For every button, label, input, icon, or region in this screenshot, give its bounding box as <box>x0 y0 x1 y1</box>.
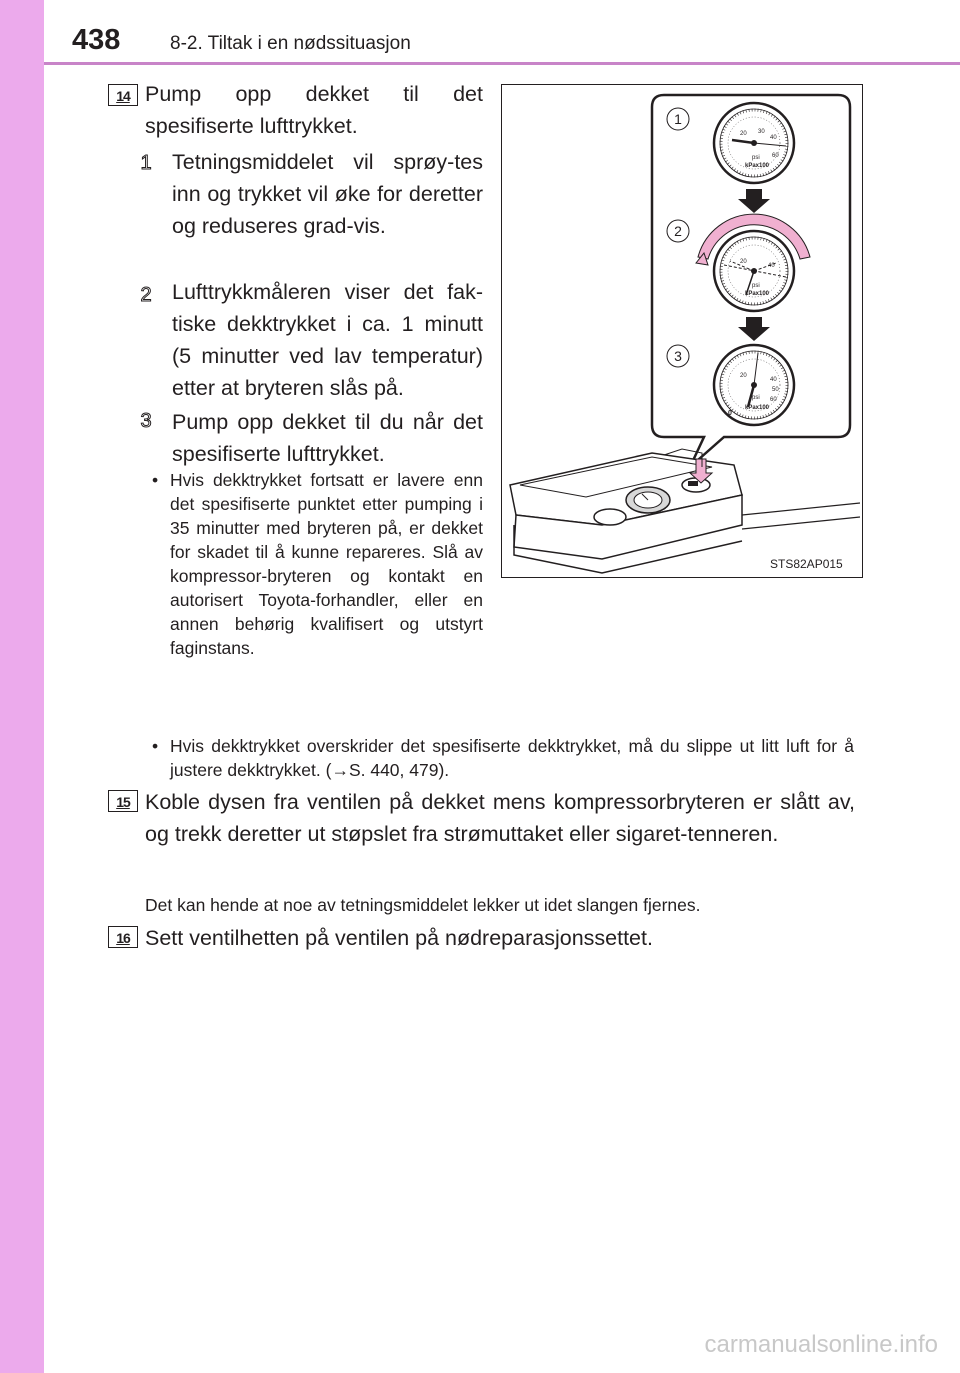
compressor-kit <box>510 449 860 573</box>
illustration-drawing <box>502 85 862 577</box>
bullet-1-text: Hvis dekktrykket fortsatt er lavere enn det spesifiserte punktet etter pumping i 35 minutter med bryteren på, er dekket for skadet til å kunne repareres. Slå av kompressor-bryteren og kontakt en autorisert Toyota-forhandler, eller en annen behørig kvalifisert og utstyrt faginstans. <box>170 470 483 658</box>
sub-step-3-text: Pump opp dekket til du når det spesifiserte lufttrykket. <box>172 410 483 466</box>
psi-tick-label: 40 <box>770 135 777 141</box>
callout-2-label: 2 <box>674 223 682 239</box>
step-15-number: 15 <box>116 794 130 810</box>
page-number: 438 <box>72 24 121 56</box>
sub-step-1-text: Tetningsmiddelet vil sprøy-tes inn og trykket vil øke for deretter og reduseres grad-vis. <box>172 150 483 238</box>
pressure-gauge-1 <box>714 103 794 183</box>
sub-step-1-number: 1 <box>140 152 152 174</box>
psi-tick-label: 60 <box>772 153 779 159</box>
bullet-2-text: Hvis dekktrykket overskrider det spesifiserte dekktrykket, må du slippe ut litt luft for å justere dekktrykket. (→S. 440, 479). <box>170 736 854 780</box>
compressor-gauge-illustration <box>501 84 863 578</box>
sub-step-2-badge <box>135 282 157 306</box>
bullet-dot: • <box>152 470 159 490</box>
psi-unit-label: psi <box>752 395 760 401</box>
pressure-gauge-3 <box>714 345 794 425</box>
step-16-badge <box>108 926 138 948</box>
psi-tick-label: 20 <box>740 131 747 137</box>
callout-3 <box>667 345 689 367</box>
step-15-text: Koble dysen fra ventilen på dekket mens kompressorbryteren er slått av, og trekk deretter ut støpslet fra strømuttaket eller sigaret-tenneren. <box>145 790 855 846</box>
step-15-note: Det kan hende at noe av tetningsmiddelet lekker ut idet slangen fjernes. <box>145 895 701 915</box>
bullet-2 <box>152 734 854 782</box>
callout-1 <box>667 108 689 130</box>
step-16-number: 16 <box>116 930 130 946</box>
sub-step-2-text: Lufttrykkmåleren viser det fak-tiske dekktrykket i ca. 1 minutt (5 minutter ved lav temperatur) etter at bryteren slås på. <box>172 280 483 400</box>
bullet-dot: • <box>152 736 159 756</box>
step-14-badge <box>108 84 138 106</box>
figure-code: STS82AP015 <box>770 557 843 571</box>
psi-unit-label: psi <box>752 283 760 289</box>
callout-2 <box>667 220 689 242</box>
step-14-number: 14 <box>116 88 130 104</box>
psi-tick-label: 30 <box>758 129 765 135</box>
step-14-text: Pump opp dekket til det spesifiserte lufttrykket. <box>145 82 483 138</box>
header-divider <box>44 62 960 65</box>
step-16-text: Sett ventilhetten på ventilen på nødreparasjonssettet. <box>145 926 653 950</box>
callout-3-label: 3 <box>674 348 682 364</box>
psi-tick-label: 20 <box>740 373 747 379</box>
kpa-unit-label: kPax100 <box>745 291 770 297</box>
section-tab-sidebar <box>0 0 44 1373</box>
kpa-unit-label: kPax100 <box>745 163 770 169</box>
section-title: 8-2. Tiltak i en nødssituasjon <box>170 33 411 54</box>
step-15-badge <box>108 790 138 812</box>
sub-step-1-badge <box>135 150 157 174</box>
sub-step-2-number: 2 <box>140 284 152 306</box>
psi-tick-label: 40 <box>770 377 777 383</box>
kpa-unit-label: kPax100 <box>745 405 770 411</box>
psi-unit-label: psi <box>752 155 760 161</box>
sub-step-3-badge <box>135 408 157 432</box>
watermark: carmanualsonline.info <box>704 1331 938 1358</box>
callout-1-label: 1 <box>674 111 682 127</box>
psi-tick-label: 40 <box>768 263 775 269</box>
kpa-tick-label: 0 <box>728 410 732 417</box>
sub-step-3-number: 3 <box>140 410 152 432</box>
bullet-1 <box>152 468 483 660</box>
psi-tick-label: 60 <box>770 397 777 403</box>
psi-tick-label: 50 <box>772 387 779 393</box>
psi-tick-label: 20 <box>740 259 747 265</box>
